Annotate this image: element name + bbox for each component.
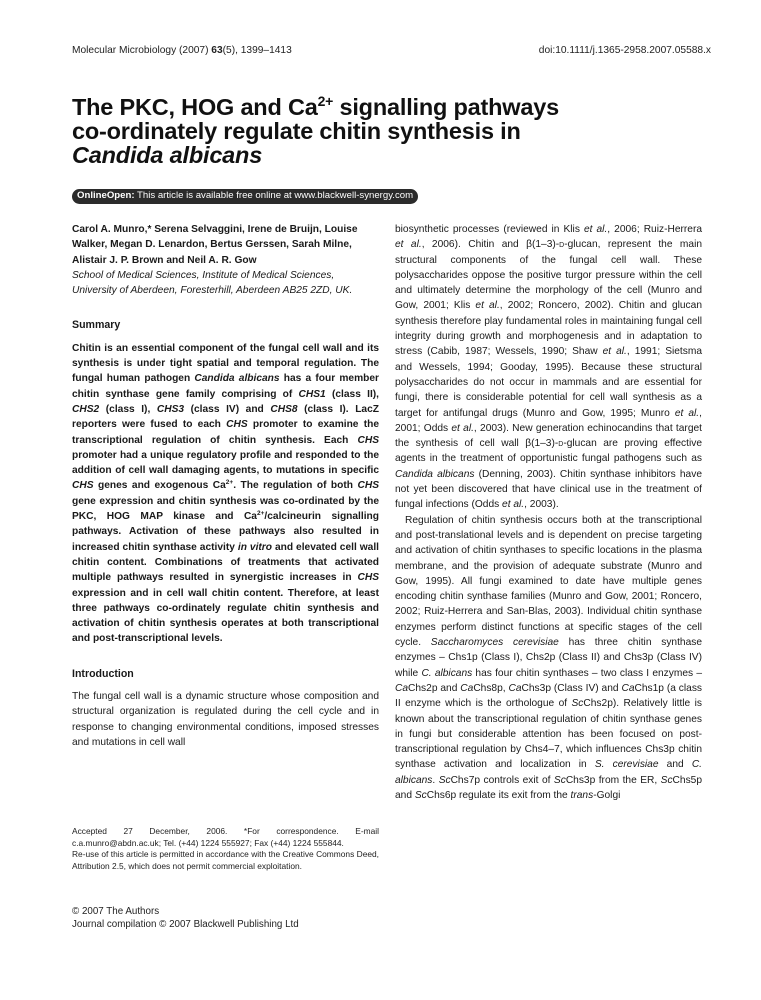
introduction-paragraph-2: Regulation of chitin synthesis occurs both at the transcriptional and post-translational levels and is dependent on precise targeting and activation of chitin synthases to specific locations in the plasma membrane, and the provision of adequate substrate (Munro and Gow, 1995). All fungi examined to date have multiple genes encoding chitin synthase families (Munro and Gow, 2001; Roncero, 2002; Ruiz-Herrera and San-Blas, 2003). Individual chitin synthase enzymes perform distinct functions at specific stages of the cell cycle. Saccharomyces cerevisiae has three chitin synthase enzymes – Chs1p (Class I), Chs2p (Class II) and Chs3p (Class IV) while C. albicans has four chitin synthases – two class I enzymes – CaChs2p and CaChs8p, CaChs3p (Class IV) and CaChs1p (a class II enzyme which is the orthologue of ScChs2p). Relatively little is known about the transcriptional regulation of chitin synthase genes in fungi but considerable attention has been focused on post-transcriptional regulation by Chs4–7, which influences Chs3p chitin synthase activation and localization in S. cerevisiae and C. albicans. ScChs7p controls exit of ScChs3p from the ER, ScChs5p and ScChs6p regulate its exit from the trans-Golgi	[395, 514, 703, 801]
summary-text: Chitin is an essential component of the fungal cell wall and its synthesis is under tight spatial and temporal regulation. The fungal human pathogen Candida albicans has a four member chitin synthase gene family comprising of CHS1 (class II), CHS2 (class I), CHS3 (class IV) and CHS8 (class I). LacZ reporters were fused to each CHS promoter to examine the transcriptional regulation of chitin synthesis. Each CHS promoter had a unique regulatory profile and responded to the addition of cell wall damaging agents, to mutations in specific CHS genes and exogenous $Ca^{2+}$. The regulation of both CHS gene expression and chitin synthesis was co-ordinated by the PKC, HOG MAP kinase and $Ca^{2+}$/calcineurin signalling pathways. Activation of these pathways also resulted in increased chitin synthase activity in vitro and elevated cell wall chitin content. Combinations of treatments that activated multiple pathways resulted in synergistic increases in CHS expression and in cell wall chitin content. Therefore, at least three pathways co-ordinately regulate chitin synthesis and activation of chitin synthesis operates at both transcriptional and post-transcriptional levels.	[72, 342, 380, 645]
right-column	[395, 222, 702, 803]
footnote	[72, 826, 379, 872]
introduction-text-left: The fungal cell wall is a dynamic structure whose composition and structural organization is regulated during the cell cycle and in response to changing environmental conditions, imposed stresses and mutations in cell wall	[72, 691, 379, 748]
author-list: Carol A. Munro,* Serena Selvaggini, Irene de Bruijn, Louise Walker, Megan D. Lenardon, Bertus Gerssen, Sarah Milne, Alistair J. P. Brown and Neil A. R. Gow	[72, 224, 358, 266]
left-column	[72, 222, 379, 750]
introduction-paragraph-1-continued: biosynthetic processes (reviewed in Klis et al., 2006; Ruiz-Herrera et al., 2006). Chitin and β(1–3)-d-glucan, represent the main structural components of the fungal cell wall. These polysaccharides oppose the positive turgor pressure within the cell and ultimately determine the morphology of the cell (Munro and Gow, 2001; Klis et al., 2002; Roncero, 2002). Chitin and glucan synthesis therefore play fundamental roles in maintaining fungal cell integrity during growth and morphogenesis and in adaptation to stress (Cabib, 1987; Wessels, 1990; Shaw et al., 1991; Sietsma and Wessels, 1994; Gooday, 1995). Because these structural polysaccharides do not occur in mammals and are essential for fungi, there is considerable potential for cell wall synthesis as a target for antifungal drugs (Munro and Gow, 1995; Munro et al., 2001; Odds et al., 2003). New generation echinocandins that target the synthesis of cell wall β(1–3)-d-glucan are proving effective agents in the treatment of opportunistic fungal pathogens such as Candida albicans (Denning, 2003). Chitin synthase inhibitors have not yet been discovered that have clinical use in the treatment of fungal infections (Odds et al., 2003).	[395, 224, 703, 511]
license-note: Re-use of this article is permitted in accordance with the Creative Commons Deed, Attribution 2.5, which does not permit commercial exploitation.	[72, 849, 379, 871]
online-open-badge[interactable]: OnlineOpen: This article is available free online at www.blackwell-synergy.com	[72, 189, 418, 204]
journal-citation: Molecular Microbiology (2007) 63(5), 1399–1413	[72, 45, 292, 56]
summary-heading: Summary	[72, 319, 121, 332]
affiliation: School of Medical Sciences, Institute of Medical Sciences, University of Aberdeen, Foresterhill, Aberdeen AB25 2ZD, UK.	[72, 269, 353, 297]
copyright: © 2007 The Authors Journal compilation © 2007 Blackwell Publishing Ltd	[72, 906, 299, 930]
doi[interactable]: doi:10.1111/j.1365-2958.2007.05588.x	[538, 45, 711, 56]
article-title: The PKC, HOG and $Ca^{2+}$ signalling pathways co-ordinately regulate chitin synthesis in Candida albicans	[72, 93, 559, 168]
correspondence-note: Accepted 27 December, 2006. *For correspondence. E-mail c.a.munro@abdn.ac.uk; Tel. (+44) 1224 555927; Fax (+44) 1224 555844.	[72, 826, 379, 848]
running-header	[72, 45, 711, 56]
introduction-heading: Introduction	[72, 667, 134, 680]
